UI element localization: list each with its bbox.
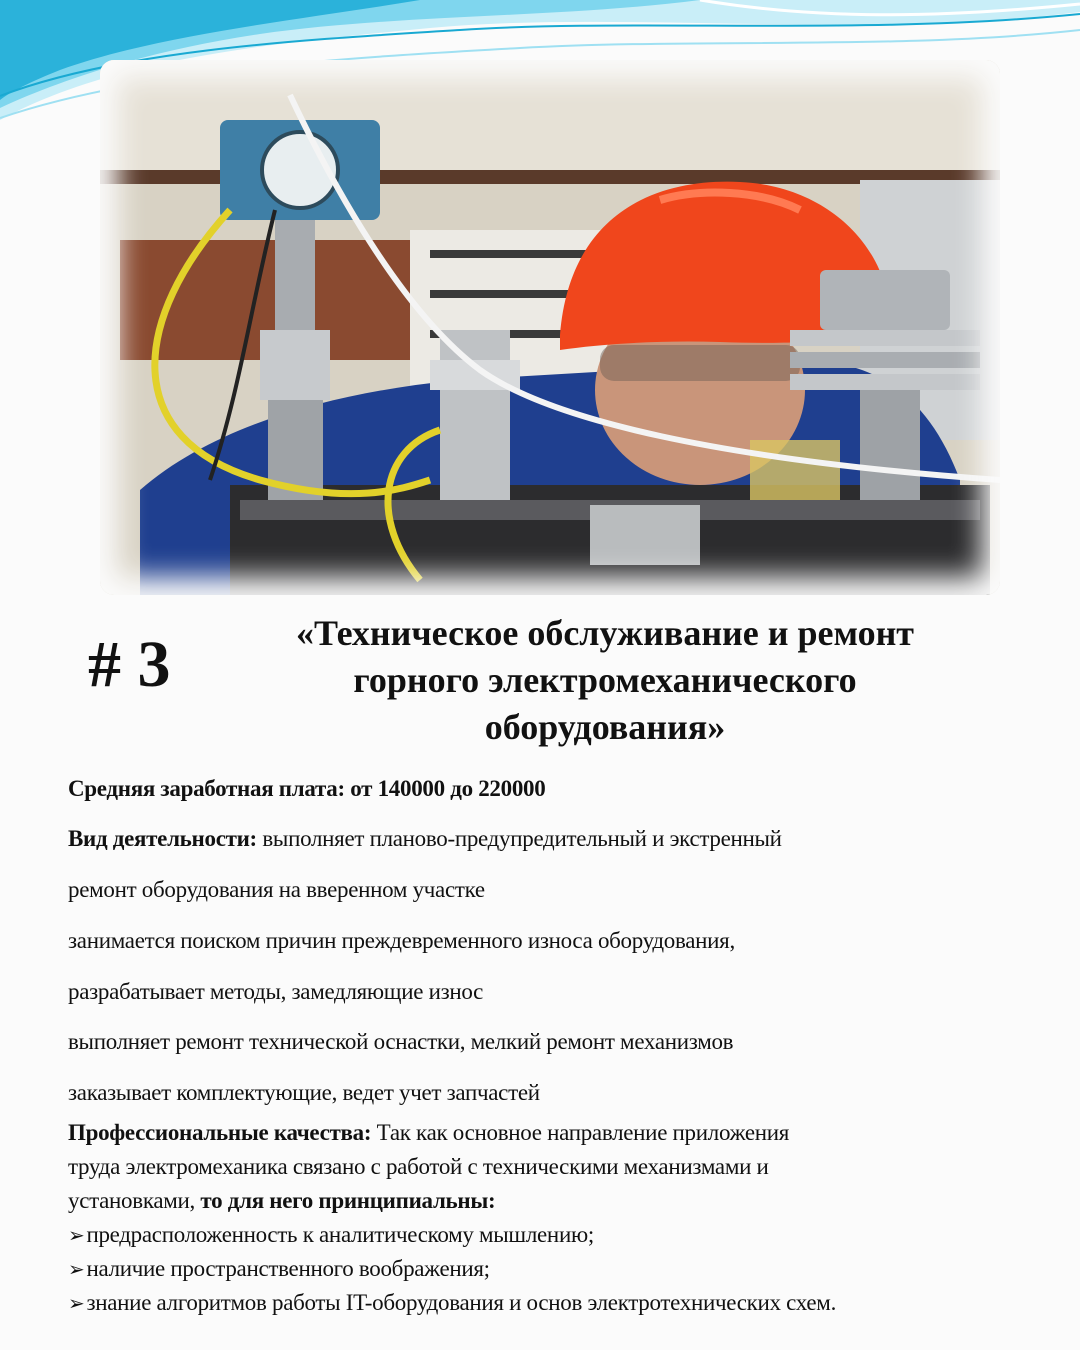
qualities-text: Так как основное направление приложения: [371, 1120, 790, 1145]
arrow-bullet-icon: ➢: [68, 1223, 85, 1247]
title-line: горного электромеханического: [353, 660, 857, 700]
qualities-text: установками,: [68, 1188, 201, 1213]
qualities-line: труда электромеханика связано с работой с техническими механизмами и: [68, 1154, 769, 1179]
qualities-label: Профессиональные качества:: [68, 1120, 372, 1145]
title-line: оборудования»: [484, 707, 726, 747]
activity-line: выполняет ремонт технической оснастки, мелкий ремонт механизмов: [68, 1029, 734, 1054]
section-number: # 3: [88, 628, 171, 701]
list-item-text: наличие пространственного воображения;: [86, 1256, 490, 1281]
worker-photo: [100, 60, 1000, 595]
list-item: [68, 1290, 836, 1316]
activity-line: занимается поиском причин преждевременного износа оборудования,: [68, 928, 735, 953]
qualities-line: [68, 1120, 789, 1146]
arrow-bullet-icon: ➢: [68, 1291, 85, 1315]
activity-line: разрабатывает методы, замедляющие износ: [68, 979, 484, 1004]
salary-line: Средняя заработная плата: от 140000 до 220000: [68, 776, 546, 801]
activity-line: заказывает комплектующие, ведет учет запчастей: [68, 1080, 540, 1105]
qualities-emphasis: то для него принципиальны:: [200, 1188, 496, 1213]
activity-text: выполняет планово-предупредительный и экстренный: [256, 826, 782, 851]
arrow-bullet-icon: ➢: [68, 1257, 85, 1281]
activity-line: ремонт оборудования на вверенном участке: [68, 877, 485, 902]
list-item-text: знание алгоритмов работы IT-оборудования и основ электротехнических схем.: [86, 1290, 837, 1315]
title-line: «Техническое обслуживание и ремонт: [296, 613, 914, 653]
list-item-text: предрасположенность к аналитическому мышлению;: [86, 1222, 594, 1247]
qualities-line: [68, 1188, 495, 1214]
list-item: [68, 1256, 490, 1282]
activity-label: Вид деятельности:: [68, 826, 257, 851]
activity-line: [68, 826, 782, 852]
list-item: [68, 1222, 594, 1248]
page-title: [240, 610, 970, 751]
